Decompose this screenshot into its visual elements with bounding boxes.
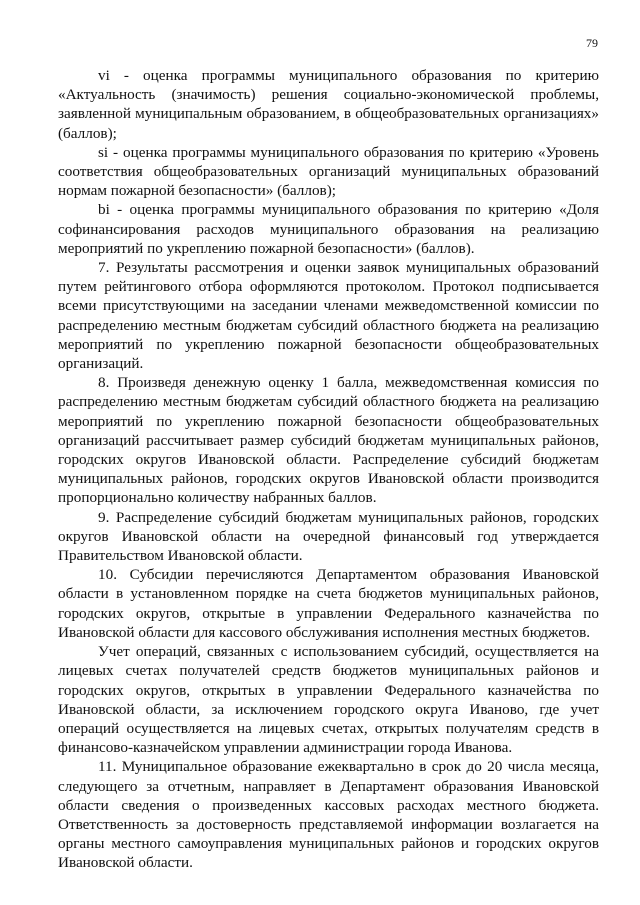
document-body: [58, 66, 599, 873]
paragraph-criterion-bi: bi - оценка программы муниципального образования по критерию «Доля софинансирования расходов муниципального образования на реализацию мероприятий по укреплению пожарной безопасности» (баллов).: [58, 201, 599, 257]
paragraph-item-11: 11. Муниципальное образование ежеквартально в срок до 20 числа месяца, следующего за отчетным, направляет в Департамент образования Ивановской области сведения о произведенных кассовых расходах местного бюджета. Ответственность за достоверность представляемой информации возлагается на органы местного самоуправления муниципальных районов и городских округов Ивановской области.: [58, 758, 599, 872]
paragraph-item-7: 7. Результаты рассмотрения и оценки заявок муниципальных образований путем рейтингового отбора оформляются протоколом. Протокол подписывается всеми присутствующими на заседании членами межведомственной комиссии по распределению местным бюджетам субсидий областного бюджета на реализацию мероприятий по укреплению пожарной безопасности общеобразовательных организаций.: [58, 259, 599, 373]
paragraph-item-9: 9. Распределение субсидий бюджетам муниципальных районов, городских округов Ивановской области на очередной финансовый год утверждается Правительством Ивановской области.: [58, 508, 599, 565]
paragraph-item-10: 10. Субсидии перечисляются Департаментом образования Ивановской области в установленном порядке на счета бюджетов муниципальных районов, городских округов, открытые в управлении Федерального казначейства по Ивановской области для кассового обслуживания исполнения местных бюджетов.: [58, 566, 599, 641]
paragraph-criterion-vi: vi - оценка программы муниципального образования по критерию «Актуальность (значимость) решения социально-экономической проблемы, заявленной муниципальным образованием, в общеобразовательных организациях» (баллов);: [58, 67, 599, 142]
page-number: 79: [586, 36, 598, 50]
paragraph-item-8: 8. Произведя денежную оценку 1 балла, межведомственная комиссия по распределению местным бюджетам субсидий областного бюджета на реализацию мероприятий по укреплению пожарной безопасности общеобразовательных организаций рассчитывает размер субсидий бюджетам муниципальных районов, городских округов Ивановской области. Распределение субсидий бюджетам муниципальных районов, городских округов Ивановской области производится пропорционально количеству набранных баллов.: [58, 374, 599, 507]
paragraph-criterion-si: si - оценка программы муниципального образования по критерию «Уровень соответствия общеобразовательных организаций муниципальных образований нормам пожарной безопасности» (баллов);: [58, 143, 599, 200]
paragraph-accounting: Учет операций, связанных с использованием субсидий, осуществляется на лицевых счетах получателей средств бюджетов муниципальных районов и городских округов, открытых в управлении Федерального казначейства по Ивановской области, за исключением городского округа Иваново, где учет операций осуществляется на лицевых счетах, открытых получателям средств в финансово-казначейском управлении администрации города Иванова.: [58, 643, 599, 757]
